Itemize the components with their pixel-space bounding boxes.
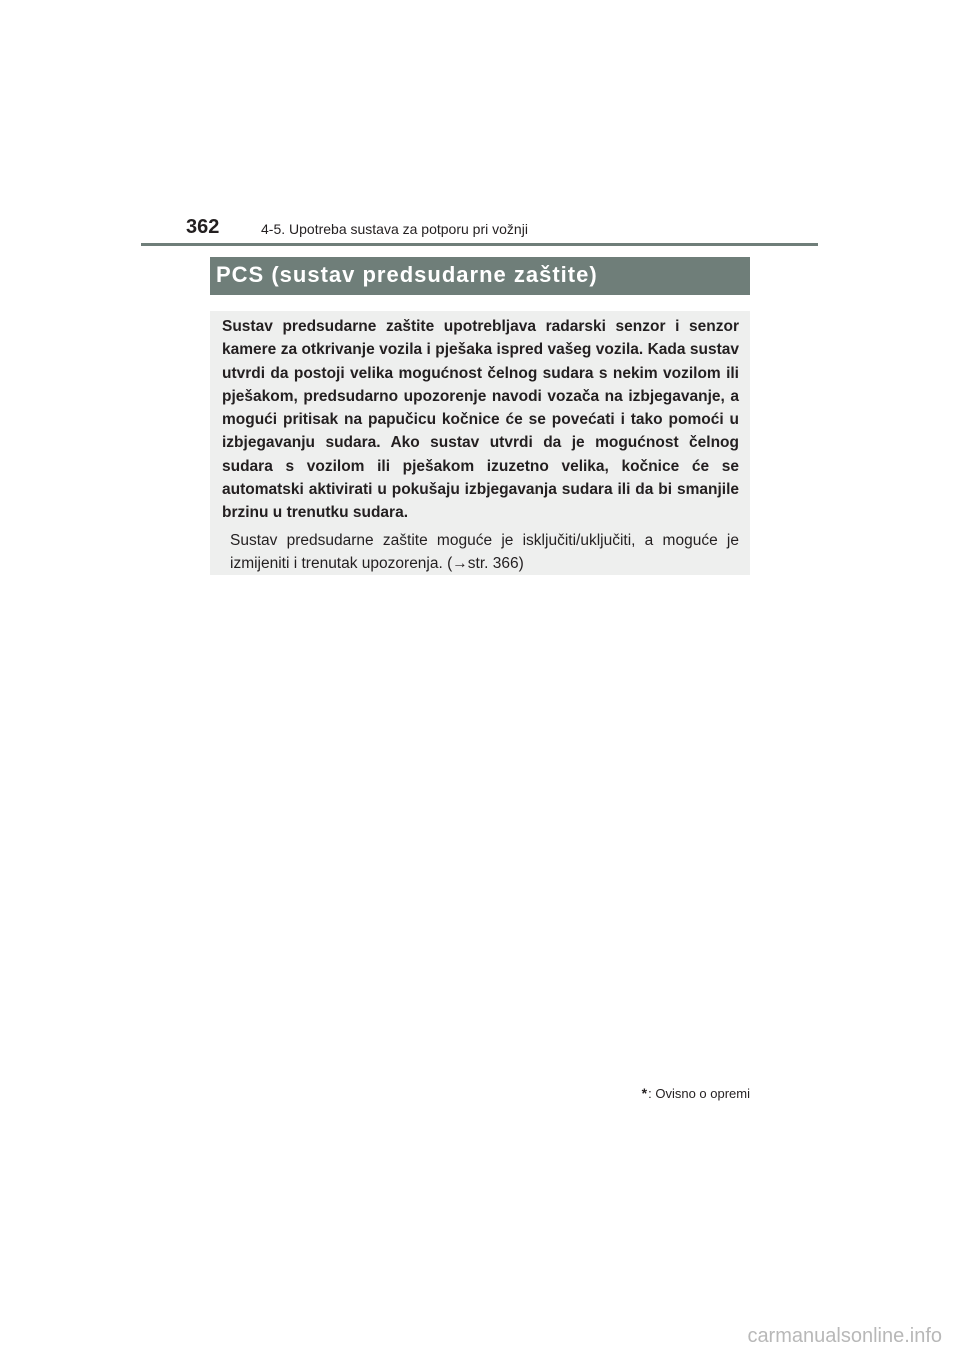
- section-title: PCS (sustav predsudarne zaštite): [216, 262, 598, 287]
- page-number: 362: [186, 216, 220, 238]
- footnote-text: : Ovisno o opremi: [648, 1086, 750, 1101]
- intro-note: Sustav predsudarne zaštite moguće je isključiti/uključiti, a moguće je izmijeniti i trenutak upozorenja. (→str. 366): [230, 531, 739, 572]
- intro-paragraph: Sustav predsudarne zaštite upotrebljava radarski senzor i senzor kamere za otkrivanje vozila i pješaka ispred vašeg vozila. Kada sustav utvrdi da postoji velika mogućnost čelnog sudara s nekim vozilom ili pješakom, predsudarno upozorenje navodi vozača na izbjegavanje, a mogući pritisak na papučicu kočnice će se povećati i tako pomoći u izbjegavanju sudara. Ako sustav utvrdi da je mogućnost čelnog sudara s vozilom ili pješakom izuzetno velika, kočnice će se automatski aktivirati u pokušaju izbjegavanja sudara ili da bi smanjile brzinu u trenutku sudara.: [222, 318, 739, 522]
- footnote-mark: *: [641, 1085, 648, 1101]
- footnote: [642, 1085, 750, 1101]
- watermark: carmanualsonline.info: [747, 1325, 942, 1347]
- section-title-bar: [210, 257, 750, 295]
- intro-box: [210, 311, 750, 575]
- section-path: 4-5. Upotreba sustava za potporu pri vožnji: [261, 221, 528, 237]
- header-divider: [141, 243, 818, 246]
